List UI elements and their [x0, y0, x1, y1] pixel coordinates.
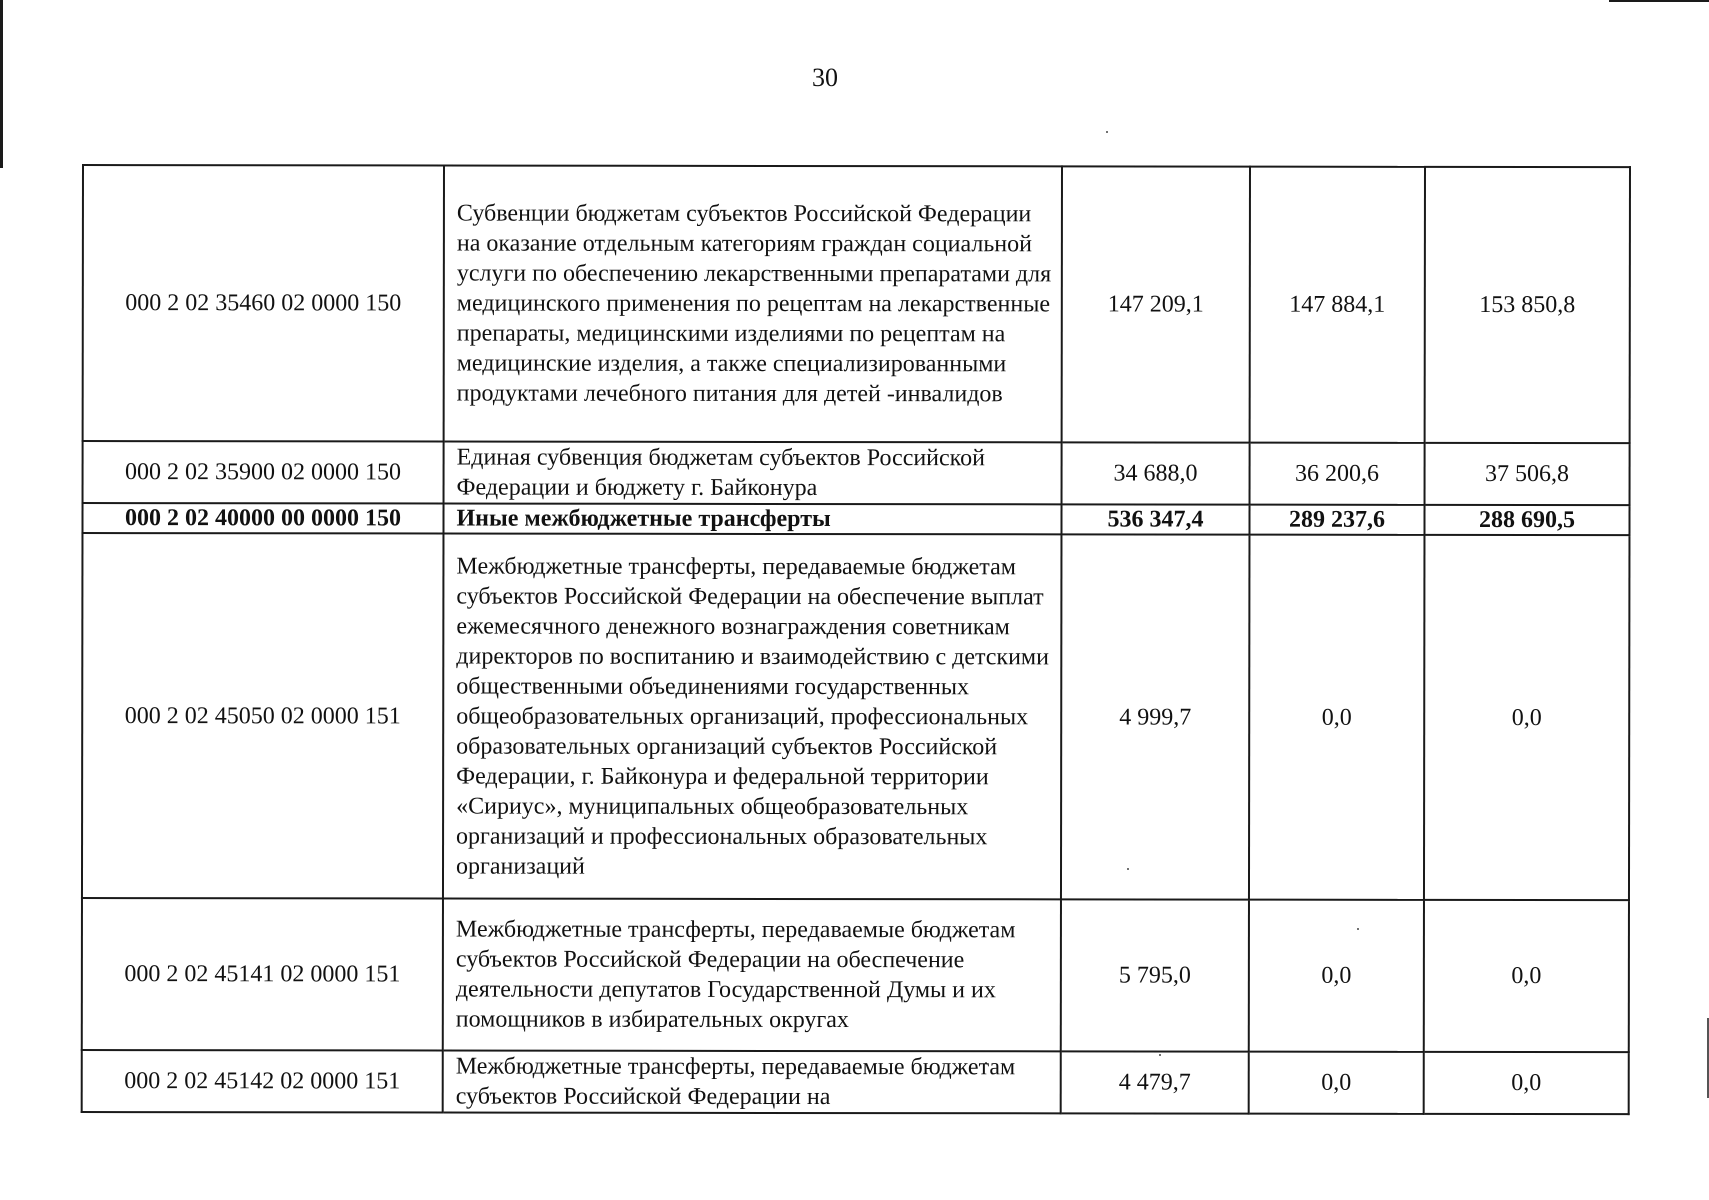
page-number: 30: [812, 63, 838, 92]
value-year-2: 147 884,1: [1250, 167, 1425, 443]
value-year-1: 4 479,7: [1061, 1051, 1249, 1113]
budget-description: Единая субвенция бюджетам субъектов Российской Федерации и бюджету г. Байконура: [444, 442, 1062, 505]
budget-code: 000 2 02 45141 02 0000 151: [82, 898, 443, 1051]
value-year-3: 0,0: [1424, 1052, 1629, 1114]
value-year-2: 0,0: [1249, 535, 1425, 900]
table-row: [82, 533, 1630, 900]
table-row: [83, 441, 1630, 505]
value-year-1: 536 347,4: [1061, 504, 1249, 534]
budget-description: Иные межбюджетные трансферты: [443, 504, 1061, 535]
budget-code: 000 2 02 35460 02 0000 150: [83, 165, 444, 442]
value-year-1: 147 209,1: [1062, 166, 1250, 442]
table-row: [82, 1050, 1629, 1114]
value-year-2: 289 237,6: [1249, 505, 1424, 535]
budget-table: [81, 164, 1631, 1115]
budget-description: Межбюджетные трансферты, передаваемые бюджетам субъектов Российской Федерации на обеспечение выплат ежемесячного денежного вознаграждения советникам директоров по воспитанию и взаимодействию с детскими общественными объединениями государственных общеобразовательных организаций, профессиональных образовательных организаций субъектов Российской Федерации, г. Байконура и федеральной территории «Сириус», муниципальных общеобразовательных организаций и профессиональных образовательных организаций: [443, 534, 1062, 900]
value-year-1: 4 999,7: [1061, 534, 1250, 899]
scan-edge-top-right: [1609, 0, 1709, 2]
table-row-total: [82, 503, 1629, 535]
budget-code: 000 2 02 45142 02 0000 151: [82, 1050, 443, 1113]
table-row: [83, 165, 1630, 443]
value-year-3: 37 506,8: [1425, 443, 1630, 505]
budget-code: 000 2 02 35900 02 0000 150: [83, 441, 444, 504]
budget-code: 000 2 02 45050 02 0000 151: [82, 533, 444, 899]
budget-description: Субвенции бюджетам субъектов Российской Федерации на оказание отдельным категориям граждан социальной услуги по обеспечению лекарственными препаратами для медицинского применения по рецептам на лекарственные препараты, медицинскими изделиями по рецептам на медицинские изделия, а также специализированными продуктами лечебного питания для детей -инвалидов: [444, 166, 1062, 443]
value-year-1: 34 688,0: [1062, 442, 1250, 504]
value-year-3: 0,0: [1424, 900, 1629, 1052]
budget-description: Межбюджетные трансферты, передаваемые бюджетам субъектов Российской Федерации на обеспечение деятельности депутатов Государственной Думы и их помощников в избирательных округах: [443, 899, 1061, 1052]
value-year-1: 5 795,0: [1061, 899, 1249, 1051]
value-year-3: 288 690,5: [1424, 505, 1629, 535]
value-year-3: 0,0: [1424, 535, 1630, 900]
table-row: [82, 898, 1629, 1052]
budget-code: 000 2 02 40000 00 0000 150: [82, 503, 443, 534]
value-year-2: 0,0: [1249, 900, 1424, 1052]
value-year-3: 153 850,8: [1425, 167, 1630, 443]
scan-speck: [1106, 131, 1108, 133]
value-year-2: 0,0: [1249, 1052, 1424, 1114]
value-year-2: 36 200,6: [1250, 443, 1425, 505]
budget-description: Межбюджетные трансферты, передаваемые бюджетам субъектов Российской Федерации на: [443, 1051, 1061, 1114]
